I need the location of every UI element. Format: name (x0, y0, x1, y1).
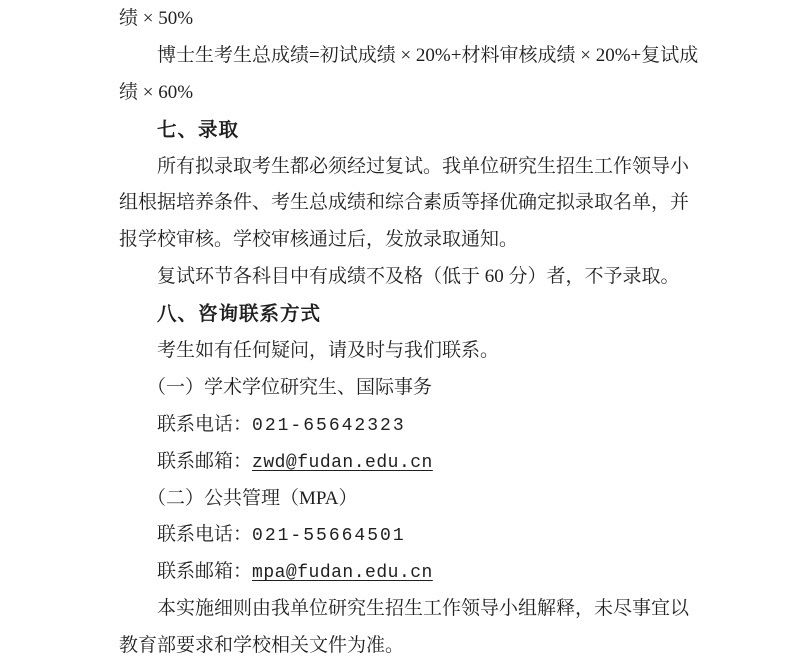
document-line (119, 333, 685, 370)
document-line (119, 149, 690, 186)
document-line (119, 407, 685, 444)
document-page (119, 0, 699, 665)
document-line (119, 370, 685, 407)
document-line (119, 554, 685, 591)
text-segment: （一）学术学位研究生、国际事务 (147, 376, 433, 398)
phone-number: 021-65642323 (252, 415, 406, 436)
document-line (119, 259, 685, 296)
text-segment: （二）公共管理（MPA） (147, 487, 358, 509)
text-segment: 联系电话： (157, 524, 253, 546)
document-line (119, 591, 690, 628)
document-line (119, 75, 685, 112)
document-line (119, 222, 685, 259)
text-segment: 所有拟录取考生都必须经过复试。我单位研究生招生工作领导小 (157, 155, 690, 177)
text-segment: 联系邮箱： (157, 561, 253, 583)
text-segment: 七、录取 (157, 118, 240, 141)
document-line (119, 1, 685, 38)
phone-number: 021-55664501 (252, 526, 406, 547)
text-segment: 联系电话： (157, 413, 253, 435)
text-segment: 八、咨询联系方式 (157, 303, 322, 326)
text-segment: 绩 × 60% (119, 81, 194, 103)
text-segment: 复试环节各科目中有成绩不及格（低于 60 分）者，不予录取。 (157, 266, 680, 288)
document-line (119, 628, 685, 665)
section-heading (119, 296, 685, 333)
document-line (119, 444, 685, 481)
document-line (119, 481, 685, 518)
document-line (119, 38, 699, 75)
text-segment: 组根据培养条件、考生总成绩和综合素质等择优确定拟录取名单，并 (119, 192, 690, 214)
text-segment: 本实施细则由我单位研究生招生工作领导小组解释，未尽事宜以 (157, 598, 690, 620)
document-line (119, 517, 685, 554)
text-segment: 报学校审核。学校审核通过后，发放录取通知。 (119, 229, 519, 251)
text-segment: 联系邮箱： (157, 450, 253, 472)
text-segment: 绩 × 50% (119, 8, 194, 29)
text-segment: 博士生考生总成绩=初试成绩 × 20%+材料审核成绩 × 20%+复试成 (157, 44, 699, 66)
email-link[interactable]: zwd@fudan.edu.cn (252, 452, 433, 473)
document-line (119, 185, 690, 222)
text-segment: 教育部要求和学校相关文件为准。 (119, 635, 405, 657)
text-segment: 考生如有任何疑问，请及时与我们联系。 (157, 340, 500, 362)
email-link[interactable]: mpa@fudan.edu.cn (252, 563, 433, 584)
section-heading (119, 112, 685, 149)
